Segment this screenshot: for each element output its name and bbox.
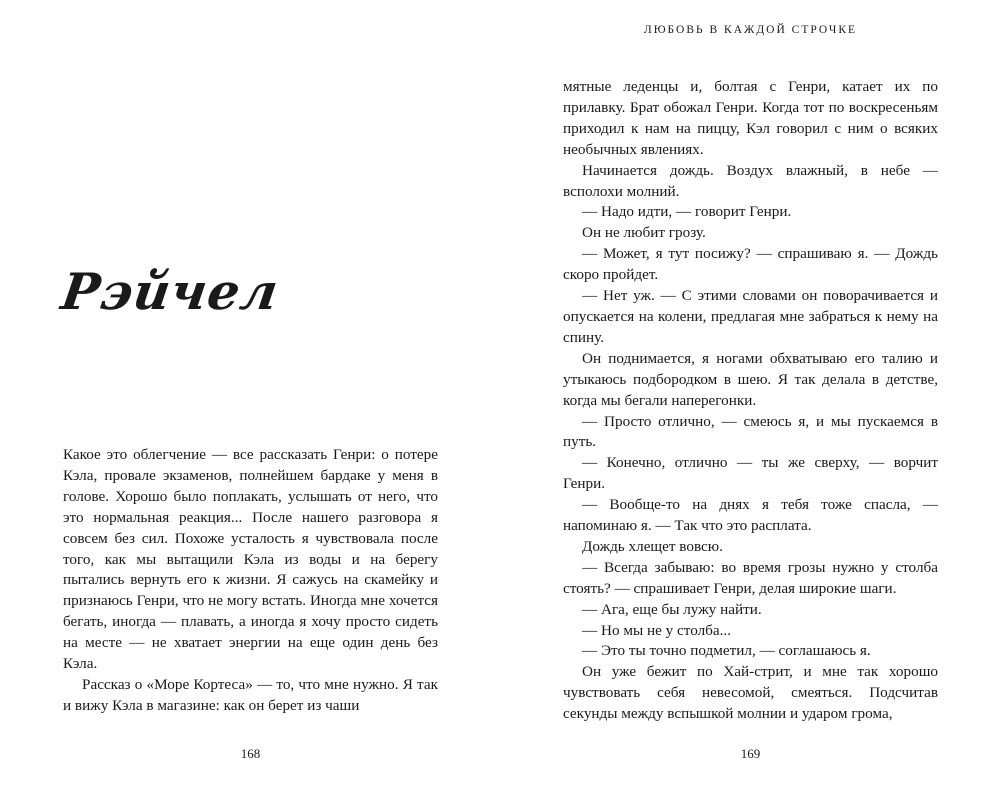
chapter-title: Рэйчел xyxy=(57,262,283,321)
paragraph: — Может, я тут посижу? — спрашиваю я. — Дождь скоро пройдет. xyxy=(563,245,938,284)
paragraph: — Вообще-то на днях я тебя тоже спасла, — напоминаю я. — Так что это расплата. xyxy=(563,496,938,535)
running-head: ЛЮБОВЬ В КАЖДОЙ СТРОЧКЕ xyxy=(643,24,858,36)
paragraph: — Просто отлично, — смеюсь я, и мы пускаемся в путь. xyxy=(563,412,938,451)
paragraph: — Всегда забываю: во время грозы нужно у столба стоять? — спрашивает Генри, делая широкие шаги. xyxy=(563,558,938,597)
left-page-body xyxy=(63,445,438,717)
paragraph: Какое это облегчение — все рассказать Генри: о потере Кэла, провале экзаменов, полнейшем бардаке у меня в голове. Хорошо было поплакать, услышать от него, что это нормальная реакция... После нашего разговора я совсем без сил. Похоже усталость я чувствовала после того, как мы вытащили Кэла из воды и на берегу пытались вернуть его к жизни. Я сажусь на скамейку и признаюсь Генри, что не могу встать. Иногда мне хочется бегать, иногда — плавать, а иногда я хочу просто сидеть на месте — не хватает энергии на еще один день без Кэла. xyxy=(63,446,438,673)
paragraph: Он поднимается, я ногами обхватываю его талию и утыкаюсь подбородком в шею. Я так делала в детстве, когда мы бегали наперегонки. xyxy=(563,349,938,409)
right-page xyxy=(500,0,1000,800)
page-number-left: 168 xyxy=(240,746,261,761)
paragraph: мятные леденцы и, болтая с Генри, катает их по прилавку. Брат обожал Генри. Когда тот по воскресеньям приходил к нам на пиццу, Кэл говорил с ним о всяких необычных явлениях. xyxy=(563,78,938,158)
page-number-right: 169 xyxy=(740,746,761,761)
paragraph: Он уже бежит по Хай-стрит, и мне так хорошо чувствовать себя невесомой, смеяться. Подсчитав секунды между вспышкой молнии и ударом грома, xyxy=(563,663,938,723)
paragraph: — Это ты точно подметил, — соглашаюсь я. xyxy=(582,642,871,660)
paragraph: — Надо идти, — говорит Генри. xyxy=(582,203,792,221)
paragraph: — Нет уж. — С этими словами он поворачивается и опускается на колени, предлагая мне забраться к нему на спину. xyxy=(563,287,938,346)
paragraph: — Но мы не у столба... xyxy=(582,621,732,639)
right-page-body xyxy=(563,77,938,725)
paragraph: Он не любит грозу. xyxy=(582,224,706,242)
paragraph: — Ага, еще бы лужу найти. xyxy=(582,600,762,618)
paragraph: Начинается дождь. Воздух влажный, в небе — всполохи молний. xyxy=(563,161,938,200)
paragraph: Дождь хлещет вовсю. xyxy=(582,537,723,555)
paragraph: — Конечно, отлично — ты же сверху, — ворчит Генри. xyxy=(563,454,938,493)
paragraph: Рассказ о «Море Кортеса» — то, что мне нужно. Я так и вижу Кэла в магазине: как он берет из чаши xyxy=(63,675,438,714)
